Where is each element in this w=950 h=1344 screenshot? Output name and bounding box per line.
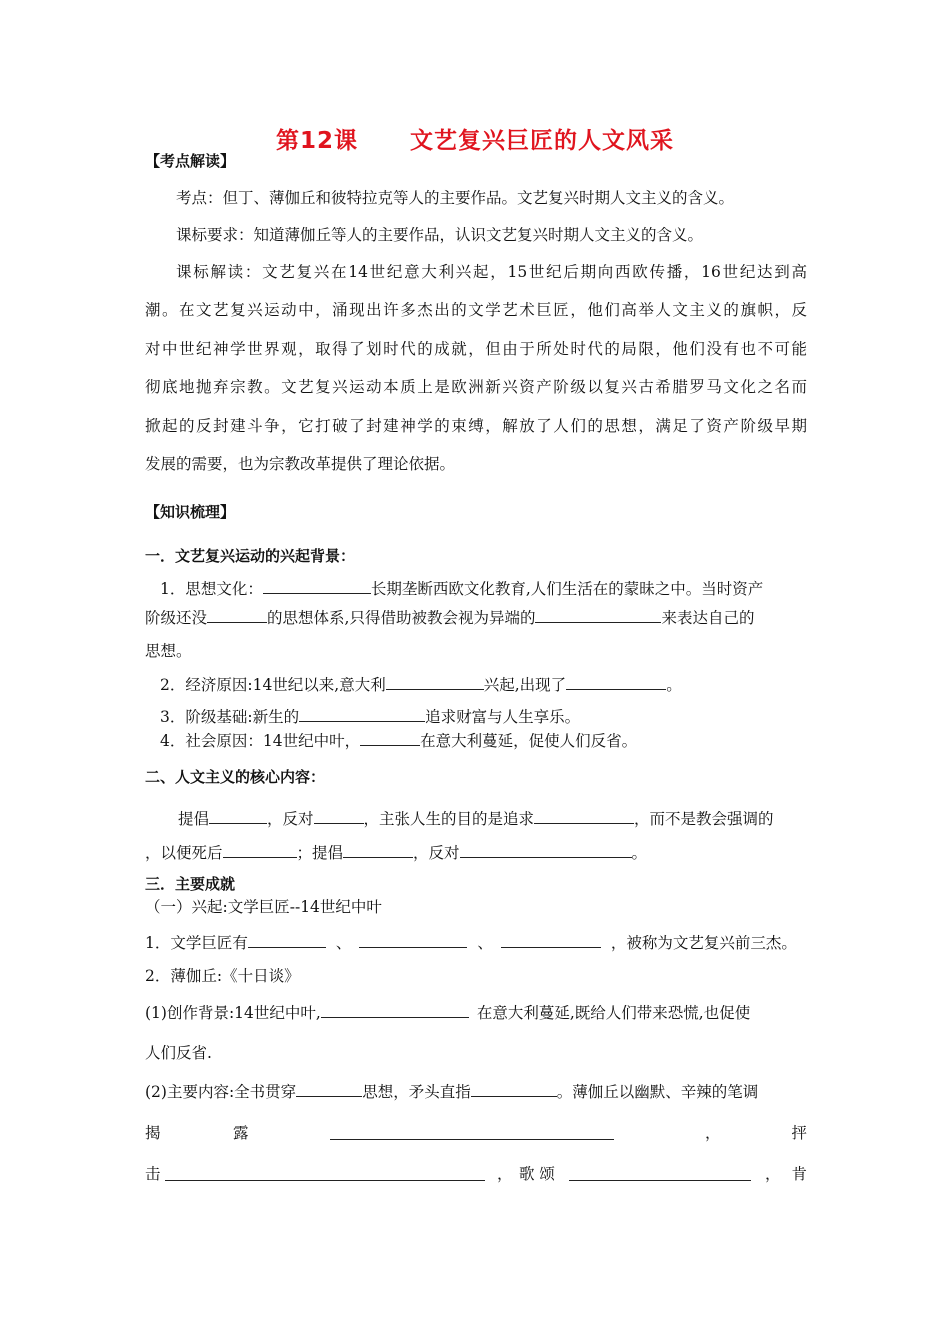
blank[interactable] (248, 932, 326, 948)
writers-line: 1．文学巨匠有 、 、 ，被称为文艺复兴前三杰。 (145, 934, 797, 952)
core-content-line-1: 提倡 ，反对 ，主张人生的目的是追求 ，而不是教会强调的 (178, 810, 774, 828)
blank[interactable] (566, 674, 666, 690)
blank[interactable] (330, 1124, 614, 1140)
kaodian-text: 考点：但丁、薄伽丘和彼特拉克等人的主要作品。文艺复兴时期人文主义的含义。 (176, 189, 735, 207)
blank[interactable] (471, 1081, 557, 1097)
blank[interactable] (223, 842, 297, 858)
point-3: 3．阶级基础:新生的 追求财富与人生享乐。 (160, 708, 581, 726)
blank[interactable] (207, 607, 267, 623)
kebiao-requirement: 课标要求：知道薄伽丘等人的主要作品，认识文艺复兴时期人文主义的含义。 (176, 226, 704, 244)
jiedu-line: 对中世纪神学世界观，取得了划时代的成就，但由于所处时代的局限，他们没有也不可能 (145, 340, 807, 358)
jiedu-line: 课标解读：文艺复兴在14世纪意大利兴起，15世纪后期向西欧传播，16世纪达到高 (176, 263, 807, 281)
blank[interactable] (386, 674, 484, 690)
core-content-line-2: ，以便死后 ；提倡 ，反对 。 (145, 844, 648, 862)
blank[interactable] (165, 1165, 485, 1181)
blank[interactable] (535, 607, 661, 623)
boccaccio-heading: 2．薄伽丘:《十日谈》 (145, 967, 300, 985)
jiedu-line: 掀起的反封建斗争，它打破了封建神学的束缚，解放了人们的思想，满足了资产阶级早期 (145, 417, 807, 435)
point-4: 4．社会原因：14世纪中叶， 在意大利蔓延，促使人们反省。 (160, 732, 638, 750)
blank[interactable] (314, 808, 364, 824)
main-content-line: (2)主要内容:全书贯穿 思想，矛头直指 。薄伽丘以幽默、辛辣的笔调 (145, 1083, 759, 1101)
subsection-rise: （一）兴起:文学巨匠--14世纪中叶 (145, 898, 382, 916)
point-1-line-1: 1．思想文化： 长期垄断西欧文化教育,人们生活在的蒙昧之中。当时资产 (160, 580, 764, 598)
blank[interactable] (343, 842, 413, 858)
criticize-line: 击 ， 歌 颂 ， 肯 (145, 1165, 807, 1183)
jiedu-line: 发展的需要，也为宗教改革提供了理论依据。 (145, 455, 456, 473)
heading-humanism: 二、人文主义的核心内容： (145, 768, 326, 786)
lesson-number: 第12课 (275, 128, 358, 154)
blank[interactable] (501, 932, 601, 948)
section-heading-zhishi: 【知识梳理】 (145, 503, 236, 521)
blank[interactable] (569, 1165, 751, 1181)
section-heading-kaodian: 【考点解读】 (145, 152, 236, 170)
jiedu-line: 彻底地抛弃宗教。文艺复兴运动本质上是欧洲新兴资产阶级以复兴古希腊罗马文化之名而 (145, 378, 807, 396)
expose-line: 揭 露 ， 抨 (145, 1124, 807, 1142)
point-2: 2．经济原因:14世纪以来,意大利 兴起,出现了 。 (160, 676, 682, 694)
blank[interactable] (209, 808, 267, 824)
point-1-line-2: 阶级还没 的思想体系,只得借助被教会视为异端的 来表达自己的 (145, 609, 755, 627)
blank[interactable] (321, 1002, 469, 1018)
blank[interactable] (534, 808, 634, 824)
blank[interactable] (460, 842, 632, 858)
point-1-line-3: 思想。 (145, 642, 192, 660)
lesson-name: 文艺复兴巨匠的人文风采 (410, 128, 674, 154)
heading-background: 一．文艺复兴运动的兴起背景： (145, 547, 356, 565)
background-line-2: 人们反省. (145, 1044, 212, 1062)
blank[interactable] (299, 706, 425, 722)
heading-achievements: 三．主要成就 (145, 875, 236, 893)
blank[interactable] (360, 730, 420, 746)
jiedu-line: 潮。在文艺复兴运动中，涌现出许多杰出的文学艺术巨匠，他们高举人文主义的旗帜，反 (145, 301, 807, 319)
blank[interactable] (296, 1081, 362, 1097)
blank[interactable] (263, 578, 371, 594)
background-line-1: (1)创作背景:14世纪中叶, 在意大利蔓延,既给人们带来恐慌,也促使 (145, 1004, 751, 1022)
blank[interactable] (359, 932, 467, 948)
